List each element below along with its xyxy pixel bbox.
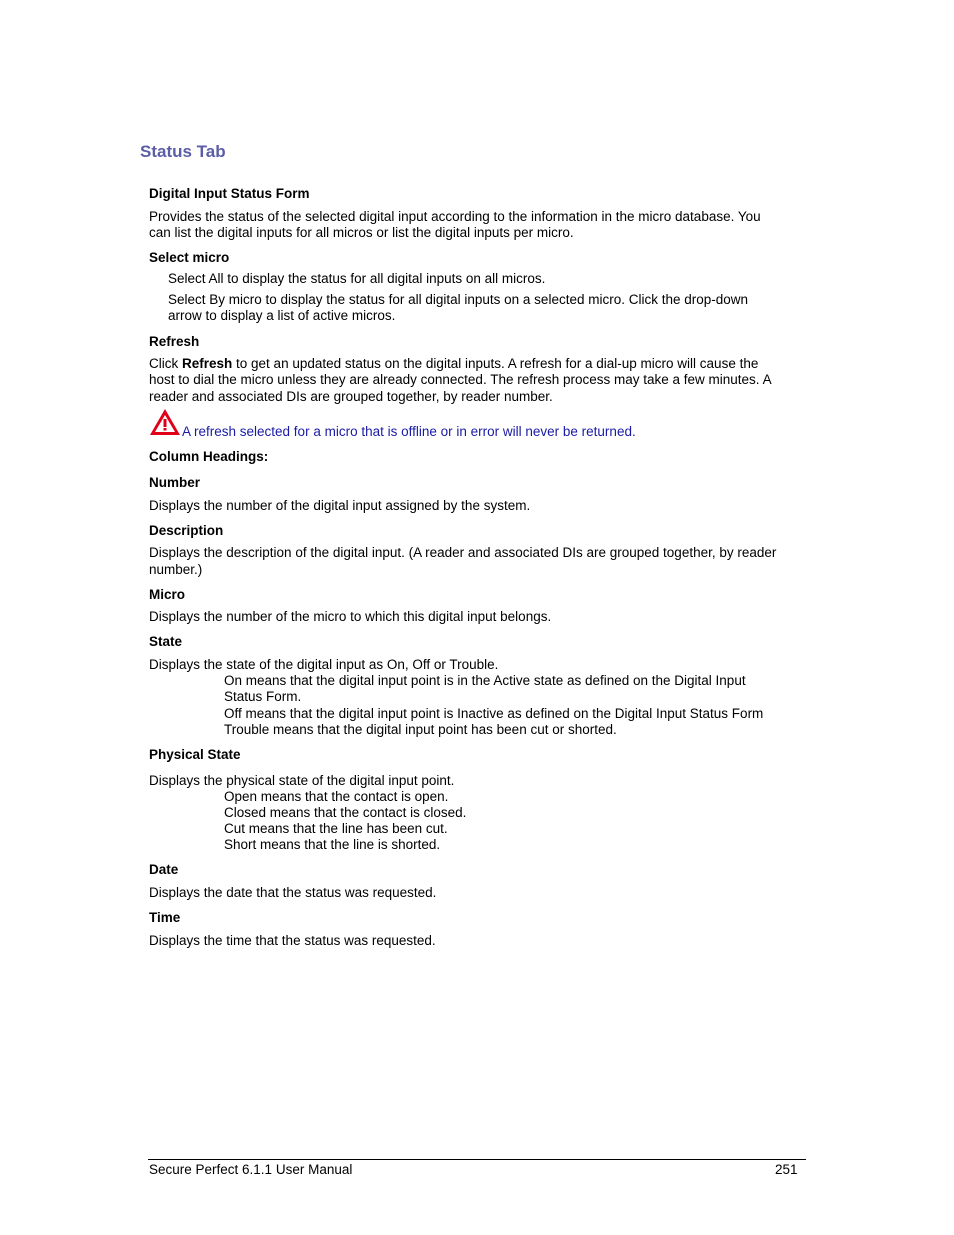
- micro-text: Displays the number of the micro to which this digital input belongs.: [149, 609, 552, 624]
- physical-state-open: Open means that the contact is open.: [224, 789, 449, 804]
- description-title: Description: [149, 523, 224, 538]
- physical-state-short: Short means that the line is shorted.: [224, 837, 441, 852]
- state-text: Displays the state of the digital input as On, Off or Trouble.: [149, 657, 499, 672]
- physical-state-closed: Closed means that the contact is closed.: [224, 805, 467, 820]
- footer-rule: [148, 1159, 806, 1160]
- select-micro-by-1: Select By micro to display the status for all digital inputs on a selected micro. Click the drop-down: [168, 292, 749, 307]
- number-text: Displays the number of the digital input assigned by the system.: [149, 498, 531, 513]
- number-title: Number: [149, 475, 201, 490]
- refresh-title: Refresh: [149, 334, 200, 349]
- description-line-1: Displays the description of the digital input. (A reader and associated DIs are grouped together, by reader: [149, 545, 777, 560]
- section-title: Status Tab: [140, 142, 226, 161]
- footer-page-number: 251: [775, 1162, 798, 1177]
- state-trouble: Trouble means that the digital input point has been cut or shorted.: [224, 722, 617, 737]
- refresh-bold: Refresh: [182, 356, 233, 371]
- refresh-warning: A refresh selected for a micro that is offline or in error will never be returned.: [182, 424, 636, 439]
- select-micro-all: Select All to display the status for all digital inputs on all micros.: [168, 271, 546, 286]
- refresh-line-3: reader and associated DIs are grouped together, by reader number.: [149, 389, 553, 404]
- select-micro-by-2: arrow to display a list of active micros.: [168, 308, 396, 323]
- state-title: State: [149, 634, 183, 649]
- time-text: Displays the time that the status was requested.: [149, 933, 436, 948]
- refresh-line-2: host to dial the micro unless they are already connected. The refresh process may take a few minutes. A: [149, 372, 772, 387]
- column-headings: Column Headings:: [149, 449, 269, 464]
- micro-title: Micro: [149, 587, 186, 602]
- refresh-line-1-pre: Click: [149, 356, 182, 371]
- time-title: Time: [149, 910, 181, 925]
- form-title: Digital Input Status Form: [149, 186, 310, 201]
- state-on-2: Status Form.: [224, 689, 302, 704]
- date-title: Date: [149, 862, 179, 877]
- footer-manual-title: Secure Perfect 6.1.1 User Manual: [149, 1162, 353, 1177]
- date-text: Displays the date that the status was requested.: [149, 885, 437, 900]
- intro-line-2: can list the digital inputs for all micros or list the digital inputs per micro.: [149, 225, 574, 240]
- refresh-line-1: [149, 356, 758, 372]
- description-line-2: number.): [149, 562, 203, 577]
- refresh-line-1-post: to get an updated status on the digital inputs. A refresh for a dial-up micro will cause the: [232, 356, 759, 371]
- physical-state-text: Displays the physical state of the digital input point.: [149, 773, 455, 788]
- physical-state-cut: Cut means that the line has been cut.: [224, 821, 448, 836]
- select-micro-title: Select micro: [149, 250, 230, 265]
- intro-line-1: Provides the status of the selected digital input according to the information in the micro database. You: [149, 209, 761, 224]
- warning-triangle-icon: [149, 407, 181, 437]
- physical-state-title: Physical State: [149, 747, 241, 762]
- state-on-1: On means that the digital input point is in the Active state as defined on the Digital Input: [224, 673, 746, 688]
- state-off: Off means that the digital input point is Inactive as defined on the Digital Input Status Form: [224, 706, 764, 721]
